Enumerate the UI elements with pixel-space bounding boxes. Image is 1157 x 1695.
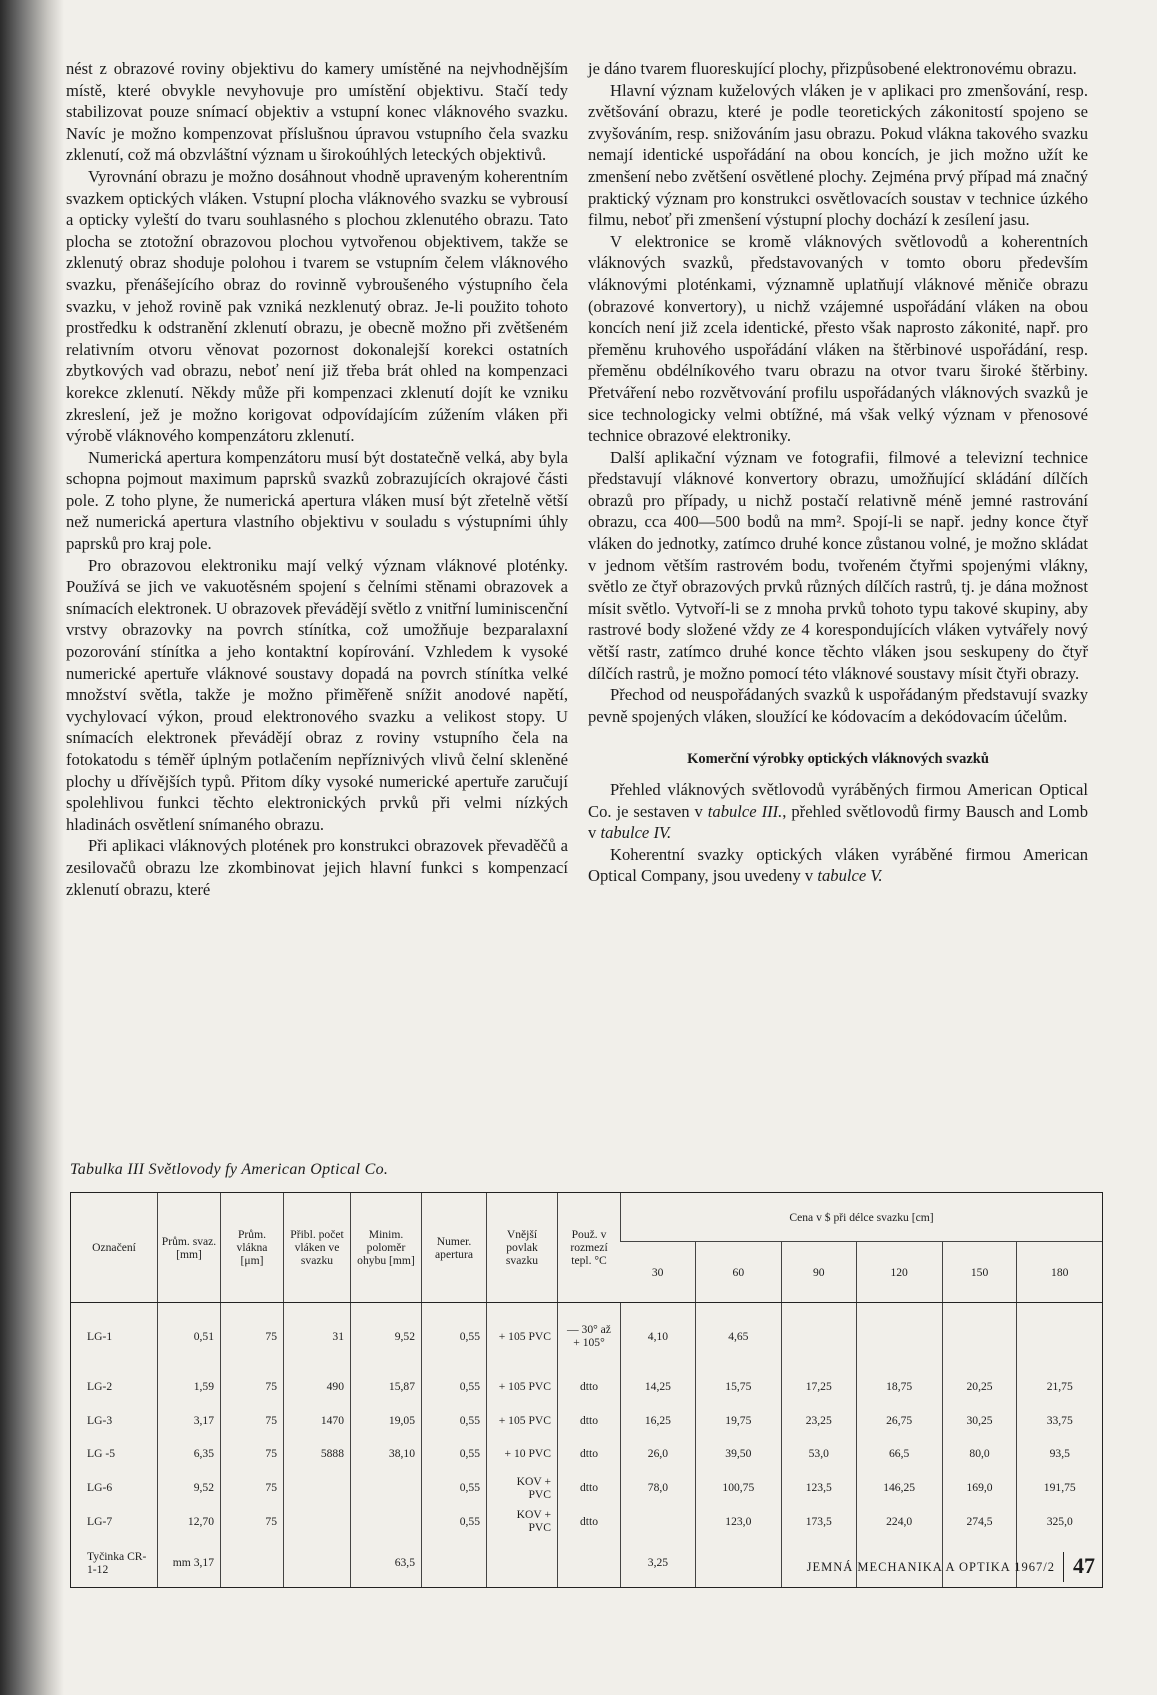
table-cell-polomer: 9,52 xyxy=(351,1303,422,1370)
table-cell-teplota: — 30° až + 105° xyxy=(558,1303,621,1370)
table-cell-teplota: dtto xyxy=(558,1504,621,1538)
header-length: 120 xyxy=(856,1242,942,1303)
table-cell-price: 39,50 xyxy=(695,1437,781,1471)
table-cell-price: 173,5 xyxy=(781,1504,856,1538)
table-cell-vlakna: 75 xyxy=(221,1370,284,1404)
table-row xyxy=(71,1403,1102,1437)
table-row xyxy=(71,1437,1102,1471)
table-cell-svaz: 9,52 xyxy=(158,1471,221,1505)
header-length: 60 xyxy=(695,1242,781,1303)
table-cell-price: 26,75 xyxy=(856,1403,942,1437)
header-length: 30 xyxy=(621,1242,696,1303)
header-bundle-diameter: Prům. svaz. [mm] xyxy=(158,1193,221,1303)
text-run: , přehled světlovodů firmy Bausch and Lomb v xyxy=(588,801,1088,843)
table-cell-povlak: KOV + PVC xyxy=(487,1504,558,1538)
table-cell-pocet: 1470 xyxy=(284,1403,351,1437)
header-length: 180 xyxy=(1017,1242,1102,1303)
table-cell-vlakna: 75 xyxy=(221,1303,284,1370)
table-row xyxy=(71,1504,1102,1538)
table-cell-price xyxy=(621,1504,696,1538)
header-price-group: Cena v $ při délce svazku [cm] xyxy=(621,1193,1103,1242)
paragraph: Hlavní význam kuželových vláken je v aplikaci pro zmenšování, resp. zvětšování obrazu, které je podle teoretických zákonitostí spojeno se zvyšováním, resp. snižováním jasu obrazu. Pokud vlákna takového svazku nemají identické uspořádání na obou koncích, je jich možno užít ke zmenšení nebo zvětšení osvětlené plochy. Zejména prvý případ má značný praktický význam pro konstrukci osvětlovacích soustav v technice úzkého filmu, neboť při zmenšení výstupní plochy dochází k zesílení jasu. xyxy=(588,80,1088,230)
table-cell-price: 78,0 xyxy=(621,1471,696,1505)
paragraph: Pro obrazovou elektroniku mají velký význam vláknové ploténky. Používá se jich ve vakuotěsném spojení s čelními stěnami obrazovek a snímacích elektronek. U obrazovek převádějí světlo z vnitřní luminiscenční vrstvy obrazovky na povrch stínítka, což umožňuje bezparalaxní pozorování stínítka a jeho kontaktní kopírování. Vzhledem k vysoké numerické apertuře vláknové soustavy dopadá na povrch stínítka velké množství světla, takže je možno přiměřeně snížit anodové napětí, vychylovací výkon, proud elektronového svazku a velikost stopy. U snímacích elektronek převádějí obraz z roviny vstupního čela na fotokatodu s téměř úplným potlačením nepříznivých vlivů čelní skleněné plochy u dřívějších typů. Přitom díky vysoké numerické apertuře zaručují spolehlivou funkci těchto elektronických prvků při velmi nízkých hladinách osvětlení snímaného obrazu. xyxy=(66,555,568,834)
table-cell-price: 4,10 xyxy=(621,1303,696,1370)
table-cell-name: LG-3 xyxy=(87,1413,113,1427)
paragraph: V elektronice se kromě vláknových světlovodů a koherentních vláknových svazků, představovaných v tomto oboru především vláknovými ploténkami, významně uplatňují vláknové měniče obrazu (obrazové konvertory), u nichž vzájemné uspořádání vláken na obou koncích není již zcela identické, přesto však naprosto zákonité, např. pro přeměnu kruhového uspořádání vláken na štěrbinové uspořádání, resp. přeměnu obdélníkového tvaru obrazu na otvor tvaru široké štěrbiny. Přetváření nebo rozvětvování profilu uspořádaných vláknových svazků je sice technologicky velmi obtížné, má však velký význam v přenosové technice obrazové elektroniky. xyxy=(588,231,1088,446)
table-cell-price: 123,5 xyxy=(781,1471,856,1505)
table-cell-vlakna: 75 xyxy=(221,1504,284,1538)
table-cell-svaz: 6,35 xyxy=(158,1437,221,1471)
table-cell-povlak: + 105 PVC xyxy=(487,1403,558,1437)
paragraph xyxy=(588,779,1088,844)
table-row xyxy=(71,1471,1102,1505)
table-cell-polomer xyxy=(351,1471,422,1505)
header-temperature: Použ. v rozmezí tepl. °C xyxy=(558,1193,621,1303)
table-cell-apertura: 0,55 xyxy=(422,1370,487,1404)
table-cell-price: 146,25 xyxy=(856,1471,942,1505)
table-cell-povlak: + 10 PVC xyxy=(487,1437,558,1471)
table-cell-apertura: 0,55 xyxy=(422,1471,487,1505)
table-cell-name: LG -5 xyxy=(87,1447,116,1461)
table-cell-povlak: + 105 PVC xyxy=(487,1303,558,1370)
table-cell-pocet: 5888 xyxy=(284,1437,351,1471)
data-table xyxy=(70,1192,1103,1588)
table-cell-price: 191,75 xyxy=(1017,1471,1102,1505)
table-caption: Tabulka III Světlovody fy American Optical Co. xyxy=(70,1161,389,1178)
table-cell-price: 169,0 xyxy=(942,1471,1017,1505)
table-cell-price: 16,25 xyxy=(621,1403,696,1437)
table-cell-price: 30,25 xyxy=(942,1403,1017,1437)
table-cell-price xyxy=(1017,1303,1102,1370)
paragraph: Vyrovnání obrazu je možno dosáhnout vhodně upraveným koherentním svazkem optických vláken. Vstupní plocha vláknového svazku se vybrousí a opticky vyleští do tvaru souhlasného s plochou zklenutého obrazu. Tato plocha se ztotožní obrazovou plochou vytvořenou objektivem, takže se zklenutý obraz shoduje polohou i tvarem se vstupním čelem vláknového svazku, přenášejícího obraz do rovinně vybroušeného výstupního čela svazku, v jehož rovině pak vzniká nezklenutý obraz. Je-li použito tohoto prostředku k odstranění zklenutí obrazu, je obecně možno při zvětšeném relativním otvoru věnovat pozornost dokonalejší korekci ostatních zbytkových vad obrazu, neboť není již třeba brát ohled na kompenzaci korekce zklenutí. Někdy může při kompenzaci zklenutí dojít ke vzniku zkreslení, jež je možno korigovat odpovídajícím zúžením vláken při výrobě vláknového kompenzátoru zklenutí. xyxy=(66,166,568,446)
table-cell-price: 18,75 xyxy=(856,1370,942,1404)
table-cell-price: 224,0 xyxy=(856,1504,942,1538)
table-cell-name: LG-2 xyxy=(87,1380,113,1394)
table-cell-price: 21,75 xyxy=(1017,1370,1102,1404)
right-text-column xyxy=(588,58,1088,887)
table-cell-apertura: 0,55 xyxy=(422,1303,487,1370)
table-cell-name: LG-7 xyxy=(87,1514,113,1528)
text-run: Přehled vláknových světlovodů vyráběných firmou American Optical Co. je sestaven v xyxy=(588,780,1088,821)
table-cell-pocet: 490 xyxy=(284,1370,351,1404)
table-cell-price: 325,0 xyxy=(1017,1504,1102,1538)
table-cell-apertura: 0,55 xyxy=(422,1403,487,1437)
paragraph xyxy=(588,844,1088,887)
table-cell-price: 14,25 xyxy=(621,1370,696,1404)
table-cell-apertura: 0,55 xyxy=(422,1437,487,1471)
table-cell-price: 3,25 xyxy=(621,1538,696,1587)
table-cell-pocet: 31 xyxy=(284,1303,351,1370)
table-cell-polomer xyxy=(351,1504,422,1538)
table-cell-povlak: KOV + PVC xyxy=(487,1471,558,1505)
table-cell-price: 274,5 xyxy=(942,1504,1017,1538)
paragraph: je dáno tvarem fluoreskující plochy, přizpůsobené elektronovému obrazu. xyxy=(588,59,1077,78)
header-bend-radius: Minim. poloměr ohybu [mm] xyxy=(351,1193,422,1303)
table-cell-name: LG-6 xyxy=(87,1481,113,1495)
table-cell-teplota: dtto xyxy=(558,1471,621,1505)
header-aperture: Numer. apertura xyxy=(422,1193,487,1303)
table-cell-vlakna: 75 xyxy=(221,1437,284,1471)
table-reference: tabulce III. xyxy=(707,801,783,821)
table-cell-price xyxy=(856,1303,942,1370)
table-cell-pocet xyxy=(284,1504,351,1538)
table-cell-price: 20,25 xyxy=(942,1370,1017,1404)
table-cell-polomer: 63,5 xyxy=(351,1538,422,1587)
table-cell-price: 19,75 xyxy=(695,1403,781,1437)
paragraph: Další aplikační význam ve fotografii, filmové a televizní technice představují vláknové konvertory obrazu, umožňující skládání dílčích obrazů pro případy, u nichž postačí relativně méně jemné rastrování obrazu, cca 400—500 bodů na mm². Spojí-li se např. jedny konce čtyř vláken do jednotky, zatímco druhé konce zůstanou volné, je možno skládat v jednom větším rastrovém bodu, tvořeném čtyřmi spojenými vlákny, světlo ze čtyř obrazových prvků různých dílčích rastrů, tj. je dána možnost mísit světlo. Vytvoří-li se z mnoha prvků tohoto typu takové skupiny, aby rastrové body složené vždy ze 4 korespondujících vláken vytvářely nový větší rastr, zatímco druhé konce těchto vláken jsou seskupeny do čtyř dílčích rastrů, je možno pomocí této vláknové soustavy mísit čtyři obrazy. xyxy=(588,447,1088,683)
table-cell-vlakna: 75 xyxy=(221,1403,284,1437)
table-cell-teplota: dtto xyxy=(558,1403,621,1437)
header-length: 150 xyxy=(942,1242,1017,1303)
paragraph: nést z obrazové roviny objektivu do kamery umístěné na nejvhodnějším místě, které obvykle nevyhovuje pro umístění objektivu. Stačí tedy stabilizovat pouze snímací objektiv a vstupní konec vláknového svazku. Navíc je možno kompenzovat příslušnou úpravou vstupního čela svazku zklenutí, což má obzvláštní význam u širokoúhlých leteckých objektivů. xyxy=(66,59,568,165)
table-cell-price: 15,75 xyxy=(695,1370,781,1404)
text-run: Koherentní svazky optických vláken vyráběné firmou American Optical Company, jsou uvedeny v xyxy=(588,844,1088,886)
table-cell-teplota: dtto xyxy=(558,1437,621,1471)
table-cell-price: 17,25 xyxy=(781,1370,856,1404)
journal-name: JEMNÁ MECHANIKA A OPTIKA 1967/2 xyxy=(806,1560,1055,1574)
header-coating: Vnější povlak svazku xyxy=(487,1193,558,1303)
table-cell-teplota: dtto xyxy=(558,1370,621,1404)
table-cell-price: 123,0 xyxy=(695,1504,781,1538)
table-cell-price: 26,0 xyxy=(621,1437,696,1471)
table-cell-price: 66,5 xyxy=(856,1437,942,1471)
table-cell-svaz: 1,59 xyxy=(158,1370,221,1404)
footer-divider xyxy=(1063,1552,1065,1582)
table-cell-price: 23,25 xyxy=(781,1403,856,1437)
table-cell-polomer: 15,87 xyxy=(351,1370,422,1404)
table-cell-price xyxy=(781,1303,856,1370)
table-cell-price: 100,75 xyxy=(695,1471,781,1505)
table-cell-price: 4,65 xyxy=(695,1303,781,1370)
paragraph: Při aplikaci vláknových plotének pro konstrukci obrazovek převaděčů a zesilovačů obrazu lze zkombinovat jejich hlavní funkci s kompenzací zklenutí obrazu, které xyxy=(66,836,568,899)
table-body xyxy=(71,1303,1102,1588)
table-cell-povlak: + 105 PVC xyxy=(487,1370,558,1404)
table-cell-price: 53,0 xyxy=(781,1437,856,1471)
table-reference: tabulce V. xyxy=(817,866,883,886)
header-fiber-count: Přibl. počet vláken ve svazku xyxy=(284,1193,351,1303)
table-reference: tabulce IV. xyxy=(600,823,672,843)
paragraph: Přechod od neuspořádaných svazků k uspořádaným představují svazky pevně spojených vláken, sloužící ke kódovacím a dekódovacím účelům. xyxy=(588,685,1088,726)
table-cell-price: 33,75 xyxy=(1017,1403,1102,1437)
table-cell-polomer: 19,05 xyxy=(351,1403,422,1437)
table-cell-pocet xyxy=(284,1471,351,1505)
left-text-column xyxy=(66,58,568,900)
section-heading: Komerční výrobky optických vláknových svazků xyxy=(687,751,989,768)
table-cell-svaz: mm 3,17 xyxy=(158,1538,221,1587)
table-cell-polomer: 38,10 xyxy=(351,1437,422,1471)
header-oznaceni: Označení xyxy=(71,1193,158,1303)
table-cell-vlakna: 75 xyxy=(221,1471,284,1505)
table-cell-apertura: 0,55 xyxy=(422,1504,487,1538)
table-cell-svaz: 3,17 xyxy=(158,1403,221,1437)
book-binding-shadow xyxy=(0,0,64,1695)
page-number: 47 xyxy=(1073,1553,1095,1578)
table-row xyxy=(71,1370,1102,1404)
table-cell-svaz: 0,51 xyxy=(158,1303,221,1370)
table-cell-name: LG-1 xyxy=(87,1329,113,1343)
table-cell-price xyxy=(942,1303,1017,1370)
paragraph: Numerická apertura kompenzátoru musí být dostatečně velká, aby byla schopna pojmout maximum paprsků svazků zobrazujících okrajové části pole. Z toho plyne, že numerická apertura vláken musí být zřetelně větší než numerická apertura vlastního objektivu v souladu s výstupními úhly paprsků pro kraj pole. xyxy=(66,447,568,554)
header-length: 90 xyxy=(781,1242,856,1303)
table-row xyxy=(71,1303,1102,1370)
header-fiber-diameter: Prům. vlákna [μm] xyxy=(221,1193,284,1303)
table-cell-svaz: 12,70 xyxy=(158,1504,221,1538)
table-cell-price: 93,5 xyxy=(1017,1437,1102,1471)
table-cell-price: 80,0 xyxy=(942,1437,1017,1471)
page-footer xyxy=(0,1552,1157,1582)
table-cell-name: Tyčinka CR-1-12 xyxy=(87,1549,147,1576)
